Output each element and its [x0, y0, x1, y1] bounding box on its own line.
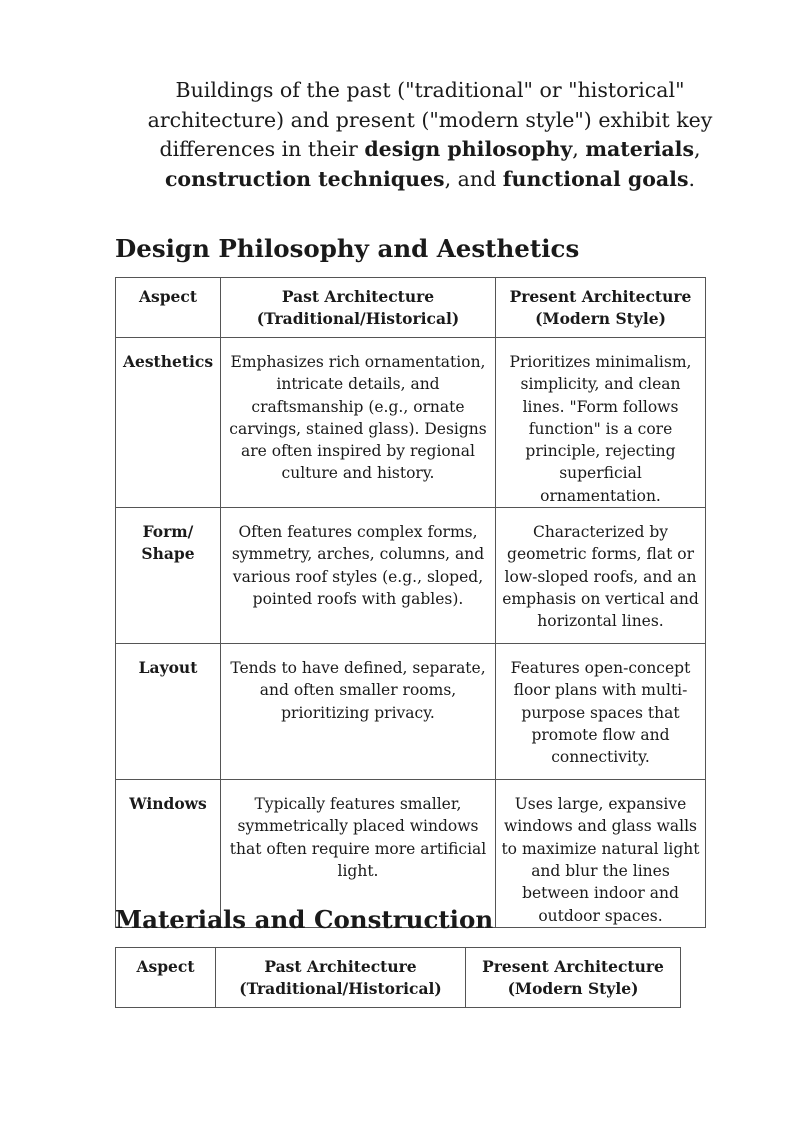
- past-cell: Typically features smaller, symmetrically placed windows that often require more artificial light.: [221, 780, 496, 928]
- aspect-cell: Layout: [116, 644, 221, 780]
- materials-section-heading: Materials and Construction: [115, 905, 494, 934]
- aspect-cell: Aesthetics: [116, 338, 221, 508]
- table-row: [116, 644, 706, 780]
- materials-comparison-table: [115, 947, 681, 1008]
- present-cell: Prioritizes minimalism, simplicity, and clean lines. "Form follows function" is a core principle, rejecting superficial ornamentation.: [496, 338, 706, 508]
- header-past: Past Architecture (Traditional/Historical): [216, 948, 466, 1008]
- intro-paragraph: [140, 76, 720, 194]
- aspect-cell: Windows: [116, 780, 221, 928]
- design-section-heading: Design Philosophy and Aesthetics: [115, 234, 580, 263]
- present-cell: Features open-concept floor plans with multi-purpose spaces that promote flow and connectivity.: [496, 644, 706, 780]
- present-cell: Characterized by geometric forms, flat or low-sloped roofs, and an emphasis on vertical and horizontal lines.: [496, 508, 706, 644]
- intro-bold-construction-techniques: construction techniques: [164, 166, 445, 191]
- intro-text-4: , and: [444, 166, 503, 191]
- table-row: [116, 508, 706, 644]
- past-cell: Often features complex forms, symmetry, arches, columns, and various roof styles (e.g., sloped, pointed roofs with gables).: [221, 508, 496, 644]
- header-present: Present Architecture (Modern Style): [466, 948, 681, 1008]
- past-cell: Tends to have defined, separate, and often smaller rooms, prioritizing privacy.: [221, 644, 496, 780]
- present-cell: Uses large, expansive windows and glass walls to maximize natural light and blur the lines between indoor and outdoor spaces.: [496, 780, 706, 928]
- header-present: Present Architecture (Modern Style): [496, 278, 706, 338]
- aspect-cell: Form/ Shape: [116, 508, 221, 644]
- header-past: Past Architecture (Traditional/Historical): [221, 278, 496, 338]
- design-comparison-table: [115, 277, 706, 928]
- intro-bold-materials: materials: [585, 137, 695, 161]
- intro-bold-functional-goals: functional goals: [502, 166, 689, 191]
- header-aspect: Aspect: [116, 278, 221, 338]
- header-aspect: Aspect: [116, 948, 216, 1008]
- table-row: [116, 338, 706, 508]
- intro-bold-design-philosophy: design philosophy: [364, 137, 573, 161]
- intro-text-3: ,: [694, 137, 701, 161]
- intro-text-1: Buildings of the past ("traditional" or "historical" architecture) and present ("modern style") exhibit key differences in their: [147, 78, 713, 161]
- table-header-row: [116, 948, 681, 1008]
- intro-text-2: ,: [572, 137, 586, 161]
- past-cell: Emphasizes rich ornamentation, intricate details, and craftsmanship (e.g., ornate carvings, stained glass). Designs are often inspired by regional culture and history.: [221, 338, 496, 508]
- table-header-row: [116, 278, 706, 338]
- intro-text-5: .: [688, 166, 696, 191]
